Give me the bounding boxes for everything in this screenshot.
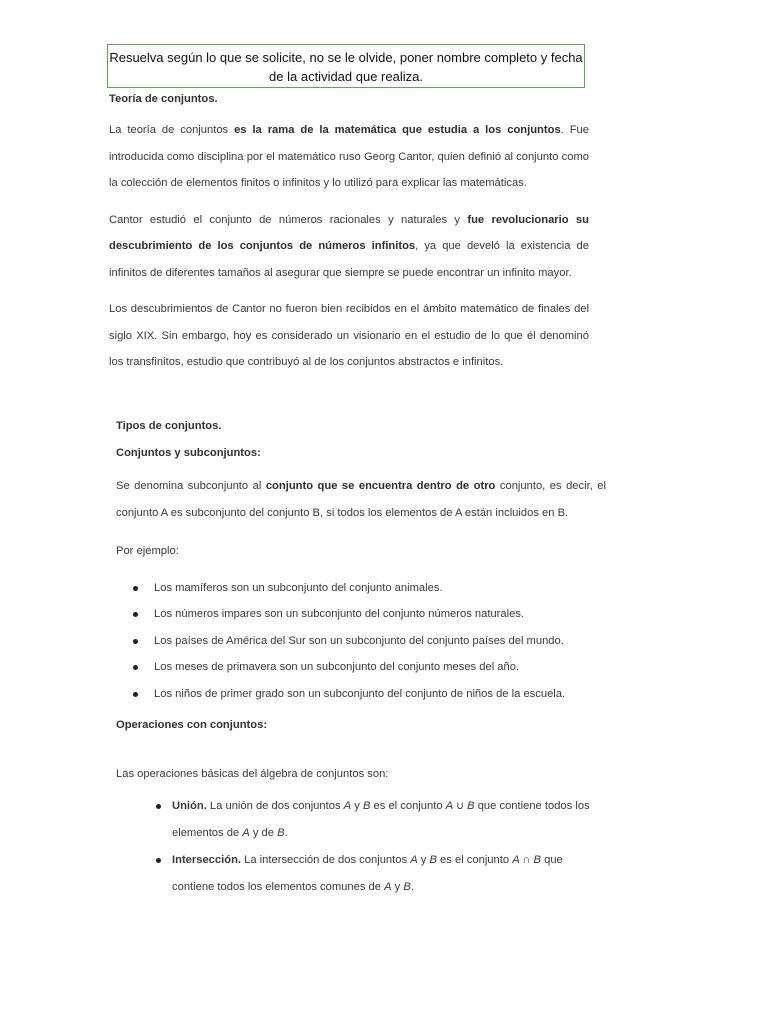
operation-union <box>116 793 606 847</box>
instruction-box <box>107 44 585 88</box>
list-item-text: Los mamíferos son un subconjunto del conjunto animales. <box>154 581 443 594</box>
text-run: . Fue introducida como disciplina por el matemático ruso Georg Cantor, quien definió al conjunto como la colección de elementos finitos o infinitos y lo utilizó para explicar las matemáticas. <box>109 124 589 189</box>
text-run: Se denomina subconjunto al <box>116 480 266 492</box>
bold-run: conjunto que se encuentra dentro de otro <box>265 480 496 492</box>
bullet-icon <box>133 586 138 591</box>
bullet-icon <box>133 692 138 697</box>
teoria-paragraph-2 <box>109 207 589 287</box>
set-symbol: A <box>343 799 352 812</box>
union-expression: A ∪ B <box>445 799 475 812</box>
text-run: es el conjunto <box>436 853 513 866</box>
text-run: La unión de dos conjuntos <box>206 799 344 812</box>
set-symbol: A <box>384 880 392 893</box>
list-item-text: Los meses de primavera son un subconjunto del conjunto meses del año. <box>154 661 520 673</box>
bullet-icon <box>156 858 161 863</box>
list-item-text: Los países de América del Sur son un subconjunto del conjunto países del mundo. <box>154 634 564 647</box>
bold-run: es la rama de la <box>234 124 335 136</box>
bold-run: que estudia a los conjuntos <box>396 124 561 136</box>
bullet-icon <box>133 639 138 644</box>
list-item <box>116 575 606 602</box>
text-run: y <box>351 799 363 812</box>
teoria-paragraph-3: Los descubrimientos de Cantor no fueron bien recibidos en el ámbito matemático de finales del siglo XIX. Sin embargo, hoy es considerado un visionario en el estudio de lo que él denominó los transfinitos, estudio que contribuyó al de los conjuntos abstractos e infinitos. <box>109 303 589 368</box>
bullet-icon <box>156 804 161 809</box>
intersection-expression: A ∩ B <box>512 853 541 866</box>
set-symbol: B <box>277 826 285 839</box>
bullet-icon <box>133 665 138 670</box>
list-item <box>116 601 606 628</box>
operation-intersection <box>116 847 606 901</box>
list-item <box>116 654 606 681</box>
set-symbol: B <box>403 880 411 893</box>
text-run: . <box>284 826 288 839</box>
list-item <box>116 681 606 708</box>
bold-run: matemática <box>334 124 397 136</box>
tipos-heading: Tipos de conjuntos. <box>116 420 222 432</box>
text-run: y <box>417 853 430 866</box>
operaciones-intro: Las operaciones básicas del álgebra de conjuntos son: <box>116 768 389 780</box>
bold-run: fue revolucionario su descubrimiento de los conjuntos de números infinitos <box>109 213 589 252</box>
text-run: y de <box>249 826 278 839</box>
text-run: Cantor estudió el conjunto de números racionales y naturales y <box>109 213 468 226</box>
operation-label: Unión. <box>172 799 207 812</box>
text-run: que contiene todos los elementos de <box>172 799 590 839</box>
teoria-section <box>109 93 589 376</box>
examples-list <box>116 575 606 708</box>
text-run: conjunto, es decir, el conjunto A es subconjunto del conjunto B, si todos los elementos de A están incluidos en B. <box>116 480 607 519</box>
text-run: es el conjunto <box>370 799 446 812</box>
bold-run: que contiene todos los elementos comunes de <box>172 853 563 893</box>
operaciones-heading: Operaciones con conjuntos: <box>116 719 268 731</box>
tipos-section <box>116 420 606 901</box>
example-label: Por ejemplo: <box>116 545 179 557</box>
set-symbol: A <box>410 853 418 866</box>
set-symbol: B <box>362 799 371 812</box>
list-item-text: Los números impares son un subconjunto del conjunto números naturales. <box>154 608 525 620</box>
bullet-icon <box>133 612 138 617</box>
teoria-heading: Teoría de conjuntos. <box>109 93 218 105</box>
text-run: La intersección de dos conjuntos <box>241 853 411 866</box>
list-item-text: Los niños de primer grado son un subconjunto del conjunto de niños de la escuela. <box>154 687 566 700</box>
operation-label: Intersección. <box>172 853 242 866</box>
text-run: , ya que develó la existencia de infinitos de diferentes tamaños al asegurar que siempre se puede encontrar un infinito mayor. <box>109 240 589 279</box>
set-symbol: A <box>242 826 250 839</box>
text-run: La teoría de conjuntos <box>109 124 235 136</box>
operations-list <box>116 793 606 901</box>
instruction-line-1: Resuelva según lo que se solicite, no se le olvide, poner nombre completo y fecha <box>109 50 583 65</box>
text-run: y <box>391 880 404 893</box>
text-run: . <box>410 880 414 893</box>
list-item <box>116 628 606 655</box>
subconjuntos-heading: Conjuntos y subconjuntos: <box>116 447 261 459</box>
teoria-paragraph-1 <box>109 117 589 197</box>
subconjuntos-paragraph <box>116 473 606 526</box>
set-symbol: B <box>429 853 437 866</box>
instruction-line-2: de la actividad que realiza. <box>269 69 423 84</box>
